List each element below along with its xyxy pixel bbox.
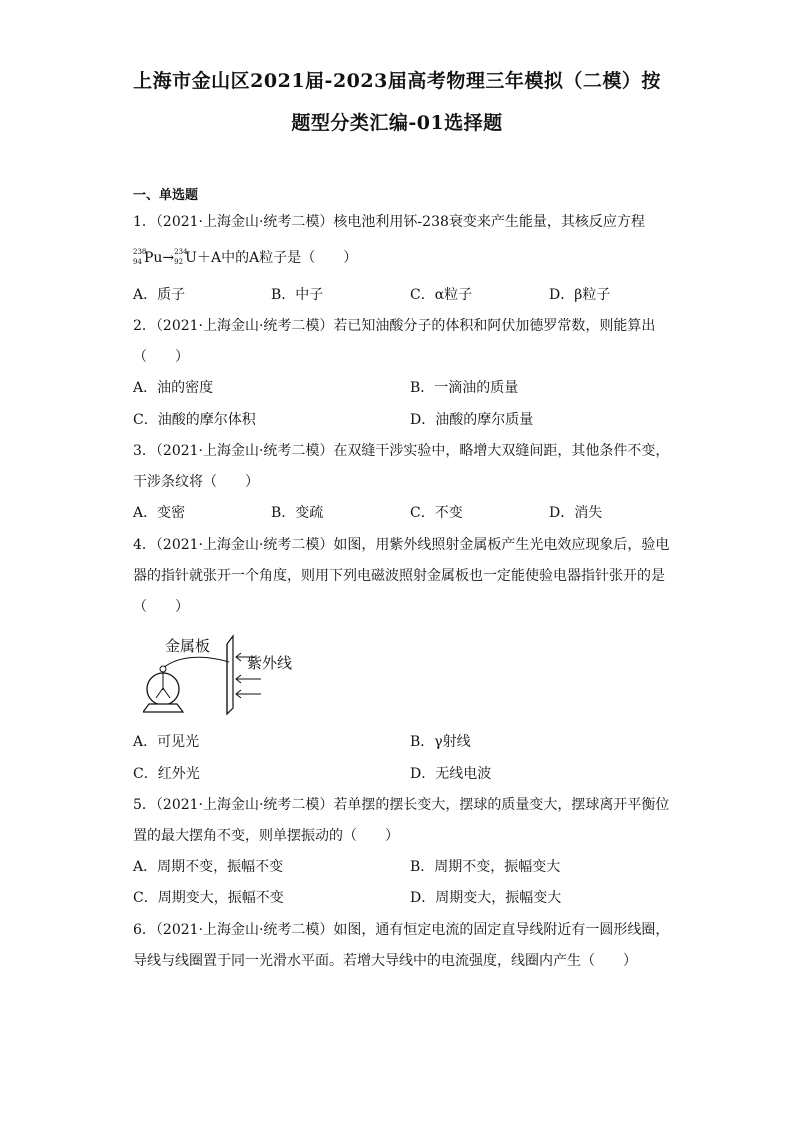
document-title-line1: 上海市金山区2021届-2023届高考物理三年模拟（二模）按 <box>133 70 661 92</box>
q3-option-d: D．消失 <box>549 505 603 521</box>
q1-option-c: C．α粒子 <box>410 287 473 303</box>
q3-option-a: A．变密 <box>133 505 186 521</box>
connecting-wire <box>163 657 229 668</box>
question-4-text-3: （ ） <box>133 599 189 615</box>
electroscope-figure <box>143 632 323 717</box>
q4-option-b: B．γ射线 <box>410 734 471 750</box>
q5-option-a: A．周期不变，振幅不变 <box>133 859 284 875</box>
u-symbol: U＋A <box>185 250 222 266</box>
q4-option-c: C．红外光 <box>133 766 200 782</box>
q1-option-b: B．中子 <box>271 287 324 303</box>
q1-option-d: D．β粒子 <box>549 287 611 303</box>
q2-option-a: A．油的密度 <box>133 380 214 396</box>
question-1-rest: 中的A粒子是（ ） <box>221 250 358 266</box>
u-mass-number: 234 <box>174 248 188 256</box>
question-6-text-2: 导线与线圈置于同一光滑水平面。若增大导线中的电流强度，线圈内产生（ ） <box>133 953 637 969</box>
question-5-text: 5．（2021·上海金山·统考二模）若单摆的摆长变大，摆球的质量变大，摆球离开平衡位 <box>133 797 670 813</box>
question-2-text: 2．（2021·上海金山·统考二模）若已知油酸分子的体积和阿伏加德罗常数，则能算出 <box>133 318 656 334</box>
question-4-text: 4．（2021·上海金山·统考二模）如图，用紫外线照射金属板产生光电效应现象后，验电 <box>133 537 670 553</box>
q2-option-d: D．油酸的摩尔质量 <box>410 412 534 428</box>
section-heading: 一、单选题 <box>133 188 199 203</box>
reaction-arrow: → <box>162 250 175 266</box>
q1-option-a: A．质子 <box>133 287 186 303</box>
nuclide-pu <box>133 248 162 268</box>
q4-option-d: D．无线电波 <box>410 766 492 782</box>
q5-option-b: B．周期不变，振幅变大 <box>410 859 561 875</box>
q3-option-c: C．不变 <box>410 505 463 521</box>
q3-option-b: B．变疏 <box>271 505 324 521</box>
question-5-text-2: 置的最大摆角不变，则单摆振动的（ ） <box>133 828 399 844</box>
document-title-line2: 题型分类汇编-01选择题 <box>291 112 503 134</box>
question-2-text-2: （ ） <box>133 349 189 365</box>
q2-option-c: C．油酸的摩尔体积 <box>133 412 256 428</box>
question-6-text: 6．（2021·上海金山·统考二模）如图，通有恒定电流的固定直导线附近有一圆形线圈， <box>133 922 670 938</box>
pu-mass-number: 238 <box>133 248 147 256</box>
electroscope-knob <box>160 666 166 672</box>
question-1-formula <box>133 248 357 268</box>
pu-symbol: Pu <box>144 250 163 266</box>
electroscope-base <box>143 704 183 712</box>
question-3-text-2: 干涉条纹将（ ） <box>133 474 259 490</box>
question-3-text: 3．（2021·上海金山·统考二模）在双缝干涉实验中，略增大双缝间距，其他条件不变， <box>133 443 670 459</box>
metal-plate <box>227 636 233 714</box>
figure-label-uv: 紫外线 <box>247 654 293 672</box>
question-4-text-2: 器的指针就张开一个角度，则用下列电磁波照射金属板也一定能使验电器指针张开的是 <box>133 568 665 584</box>
q5-option-c: C．周期变大，振幅不变 <box>133 890 284 906</box>
pu-atomic-number: 94 <box>133 258 142 266</box>
question-1-text: 1．（2021·上海金山·统考二模）核电池利用钚-238衰变来产生能量，其核反应方程 <box>133 214 645 230</box>
u-atomic-number: 92 <box>174 258 184 266</box>
nuclide-u <box>174 248 221 268</box>
figure-label-plate: 金属板 <box>165 637 211 655</box>
q5-option-d: D．周期变大，振幅变大 <box>410 890 562 906</box>
q2-option-b: B．一滴油的质量 <box>410 380 519 396</box>
q4-option-a: A．可见光 <box>133 734 200 750</box>
